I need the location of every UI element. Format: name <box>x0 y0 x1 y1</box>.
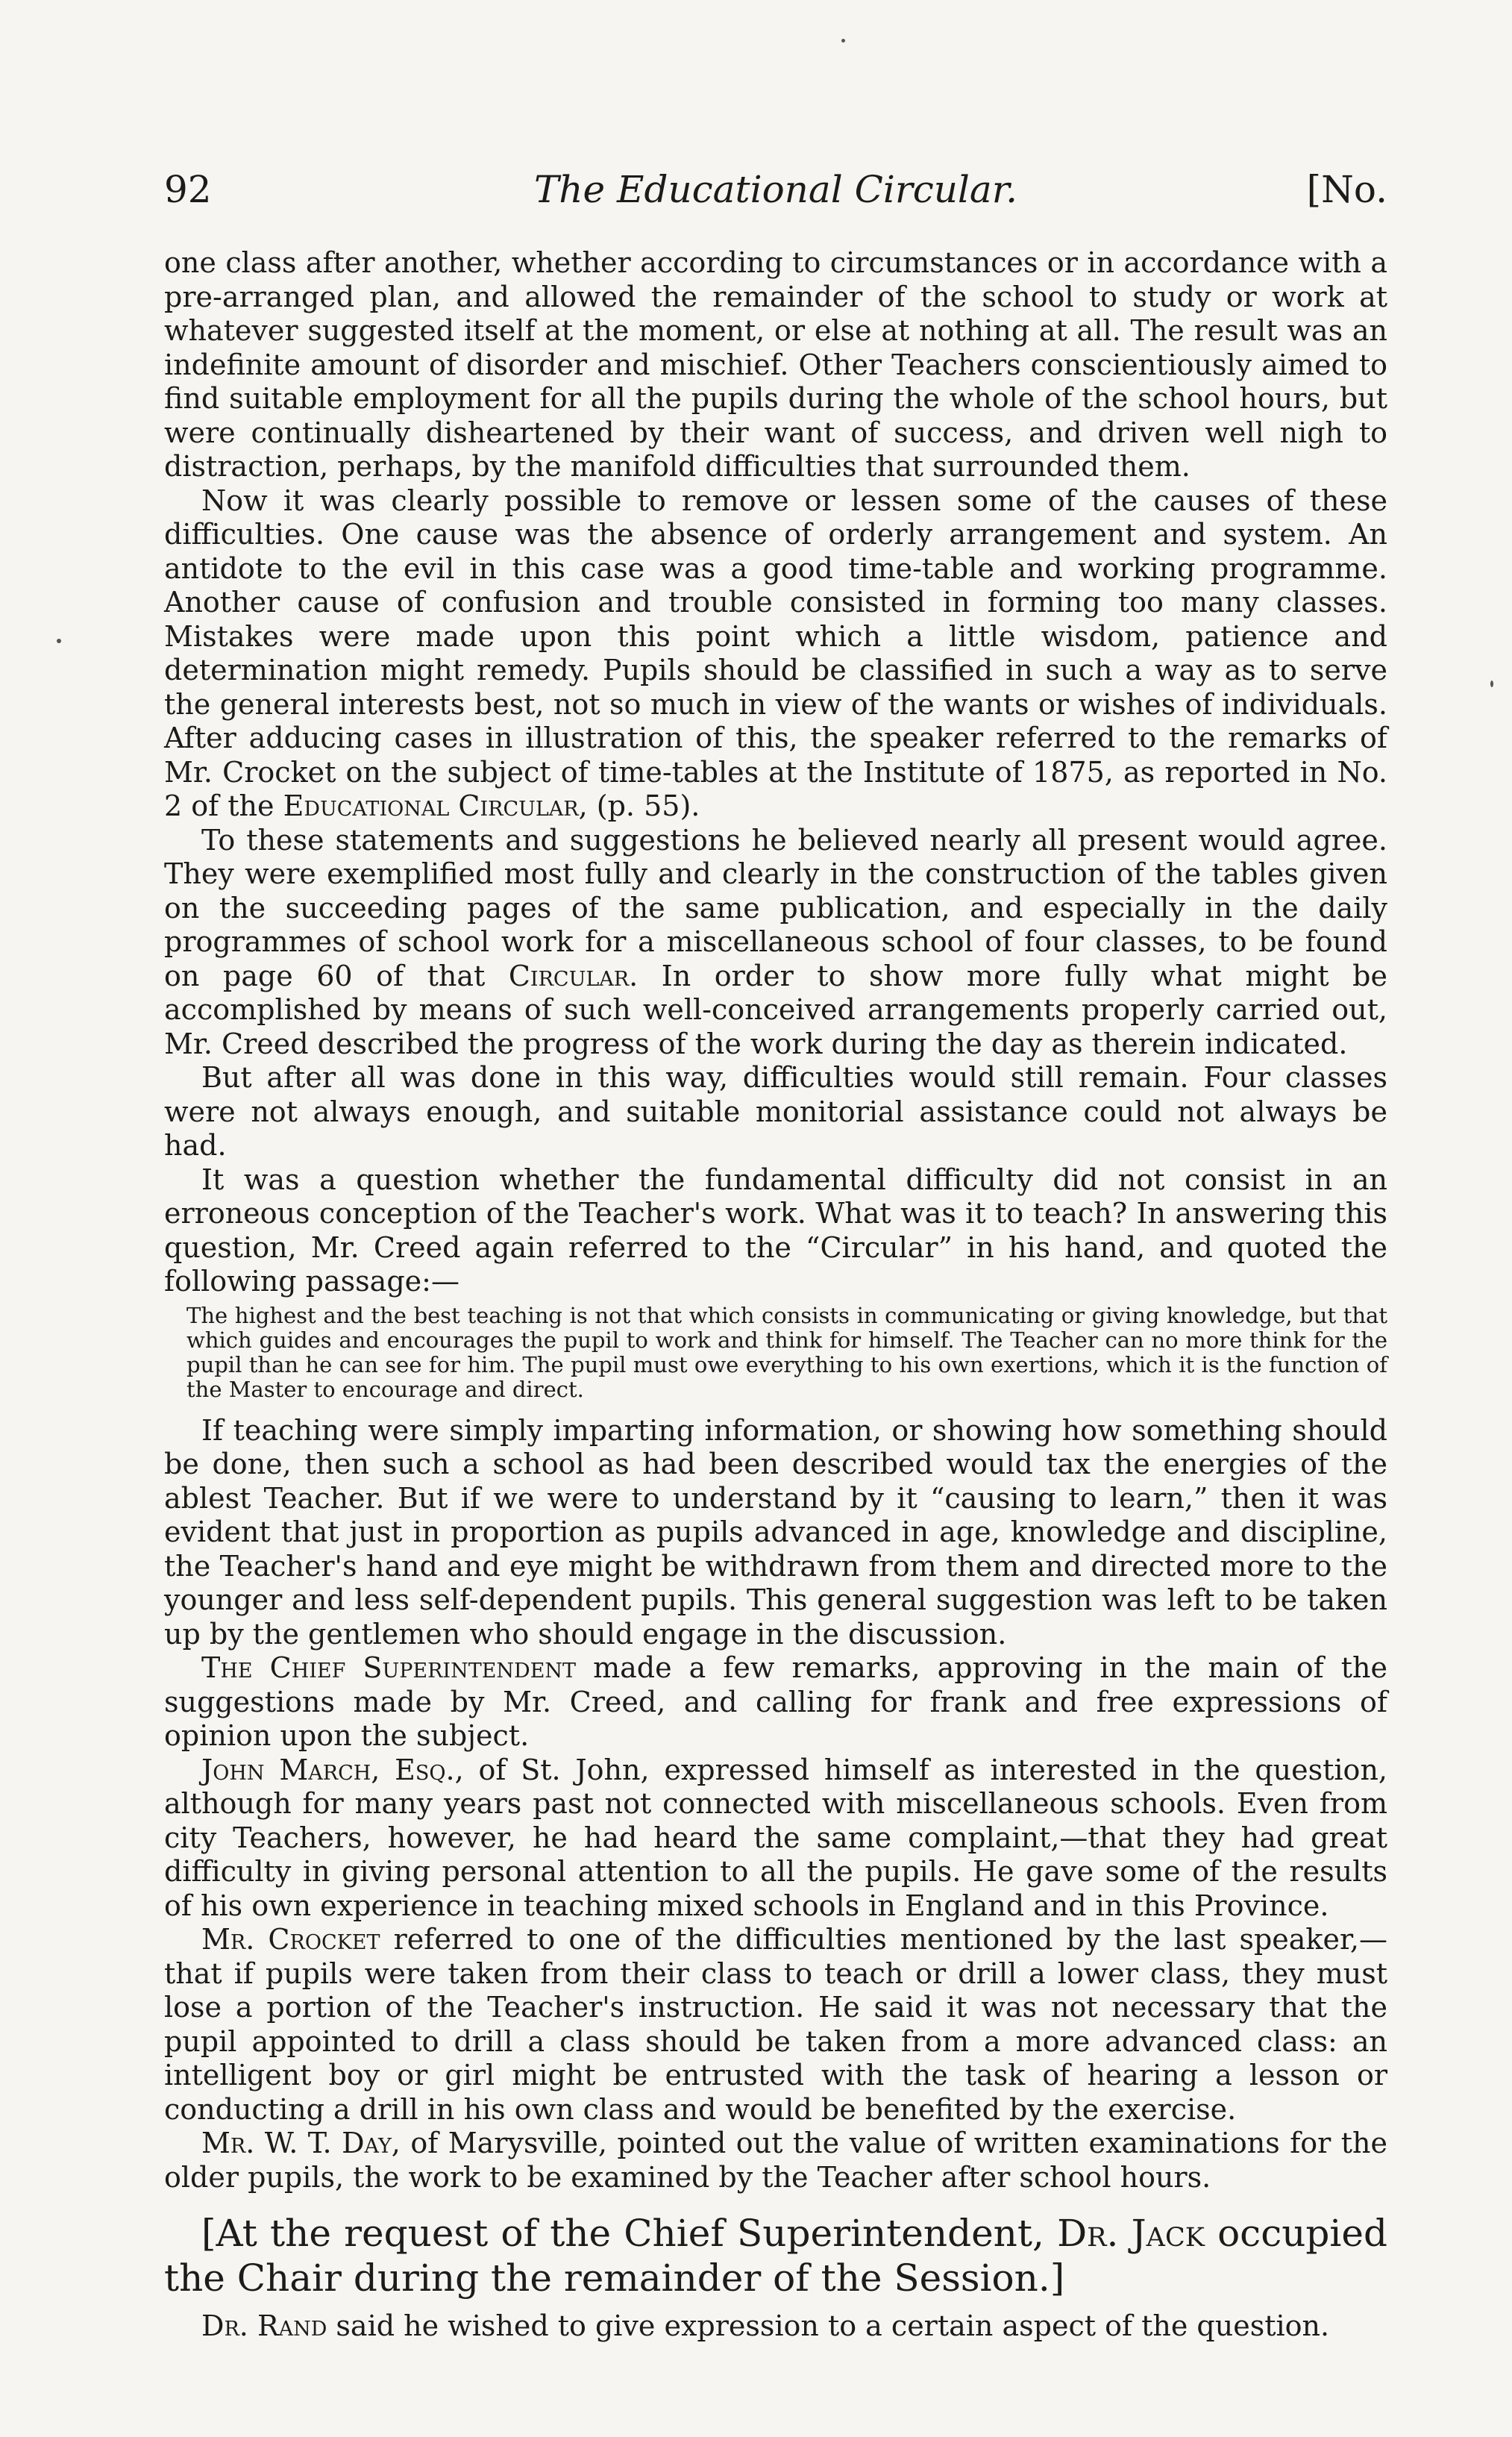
print-speck <box>1490 681 1493 687</box>
publication-name: Educational Circular, <box>283 789 588 822</box>
page-number: 92 <box>164 168 212 211</box>
article-body <box>164 246 1387 2344</box>
paragraph <box>164 1754 1387 1924</box>
speaker-name: Mr. W. T. Day, <box>201 2127 401 2159</box>
paragraph: But after all was done in this way, difficulties would still remain. Four classes were not always enough, and suitable monitorial assistance could not always be had. <box>164 1061 1387 1162</box>
paragraph-text: Now it was clearly possible to remove or lessen some of the causes of these difficulties. One cause was the absence of orderly arrangement and system. An antidote to the evil in this case was a good time-table and working programme. Another cause of confusion and trouble consisted in forming too many classes. Mistakes were made upon this point which a little wisdom, patience and determination might remedy. Pupils should be classified in such a way as to serve the general interests best, not so much in view of the wants or wishes of individuals. After adducing cases in illustration of this, the speaker referred to the remarks of Mr. Crocket on the subject of time-tables at the Institute of 1875, as reported in No. 2 of the <box>164 484 1387 822</box>
running-header <box>164 168 1387 220</box>
paragraph <box>164 2127 1387 2194</box>
paragraph-text: made a few remarks, approving in the main of the suggestions made by Mr. Creed, and calling for frank and free expressions of opinion upon the subject. <box>164 1651 1387 1752</box>
quoted-passage: The highest and the best teaching is not that which consists in communicating or giving knowledge, but that which guides and encourages the pupil to work and think for himself. The Teacher can no more think for the pupil than he can see for him. The pupil must owe everything to his own exertions, which it is the function of the Master to encourage and direct. <box>186 1302 1387 1402</box>
paragraph: one class after another, whether according to circumstances or in accordance with a pre-arranged plan, and allowed the remainder of the school to study or work at whatever suggested itself at the moment, or else at nothing at all. The result was an indefinite amount of disorder and mischief. Other Teachers conscientiously aimed to find suitable employment for all the pupils during the whole of the school hours, but were continually disheartened by their want of success, and driven well nigh to distraction, perhaps, by the manifold difficulties that surrounded them. <box>164 246 1387 483</box>
publication-name: Circular. <box>508 959 639 992</box>
paragraph <box>164 1923 1387 2127</box>
paragraph-text: (p. 55). <box>587 789 700 822</box>
print-speck <box>841 39 845 43</box>
paragraph <box>164 824 1387 1062</box>
paragraph: If teaching were simply imparting information, or showing how something should be done, then such a school as had been described would tax the energies of the ablest Teacher. But if we were to understand by it “causing to learn,” then it was evident that just in proportion as pupils advanced in age, knowledge and discipline, the Teacher's hand and eye might be withdrawn from them and directed more to the younger and less self-dependent pupils. This general suggestion was left to be taken up by the gentlemen who should engage in the discussion. <box>164 1413 1387 1651</box>
paragraph-text: of Marysville, pointed out the value of written examinations for the older pupils, the work to be examined by the Teacher after school hours. <box>164 2127 1388 2194</box>
speaker-name: John March, Esq., <box>201 1753 464 1786</box>
paragraph <box>164 2309 1387 2344</box>
paragraph-text: In order to show more fully what might be accomplished by means of such well-conceived arrangements properly carried out, Mr. Creed described the progress of the work during the day as therein indicated. <box>164 959 1387 1060</box>
paragraph: It was a question whether the fundamental difficulty did not consist in an erroneous conception of the Teacher's work. What was it to teach? In answering this question, Mr. Creed again referred to the “Circular” in his hand, and quoted the following passage:— <box>164 1163 1387 1298</box>
speaker-name: Dr. Rand <box>201 2309 327 2342</box>
paragraph-text: referred to one of the difficulties mentioned by the last speaker,—that if pupils were taken from their class to teach or drill a lower class, they must lose a portion of the Teacher's instruction. He said it was not necessary that the pupil appointed to drill a class should be taken from a more advanced class: an intelligent boy or girl might be entrusted with the task of hearing a lesson or conducting a drill in his own class and would be benefited by the exercise. <box>164 1923 1388 2126</box>
publication-title: The Educational Circular. <box>533 168 1018 211</box>
paragraph-text: said he wished to give expression to a certain aspect of the question. <box>327 2309 1330 2342</box>
speaker-name: The Chief Superintendent <box>201 1651 577 1684</box>
paragraph-text: of St. John, expressed himself as interested in the question, although for many years past not connected with miscellaneous schools. Even from city Teachers, however, he had heard the same complaint,—that they had great difficulty in giving personal attention to all the pupils. He gave some of the results of his own experience in teaching mixed schools in England and in this Province. <box>164 1753 1387 1922</box>
note-text: [At the request of the Chief Superintendent, <box>201 2212 1058 2255</box>
issue-marker: [No. <box>1306 168 1387 211</box>
bracketed-note <box>164 2211 1387 2300</box>
note-text: occupied the Chair during the remainder of the Session.] <box>164 2212 1387 2300</box>
speaker-name: Mr. Crocket <box>201 1923 380 1956</box>
paragraph-text: To these statements and suggestions he believed nearly all present would agree. They were exemplified most fully and clearly in the construction of the tables given on the succeeding pages of the same publication, and especially in the daily programmes of school work for a miscellaneous school of four classes, to be found on page 60 of that <box>164 823 1387 992</box>
paragraph <box>164 484 1387 824</box>
print-speck <box>57 639 61 643</box>
speaker-name: Dr. Jack <box>1057 2212 1205 2255</box>
paragraph <box>164 1651 1387 1754</box>
